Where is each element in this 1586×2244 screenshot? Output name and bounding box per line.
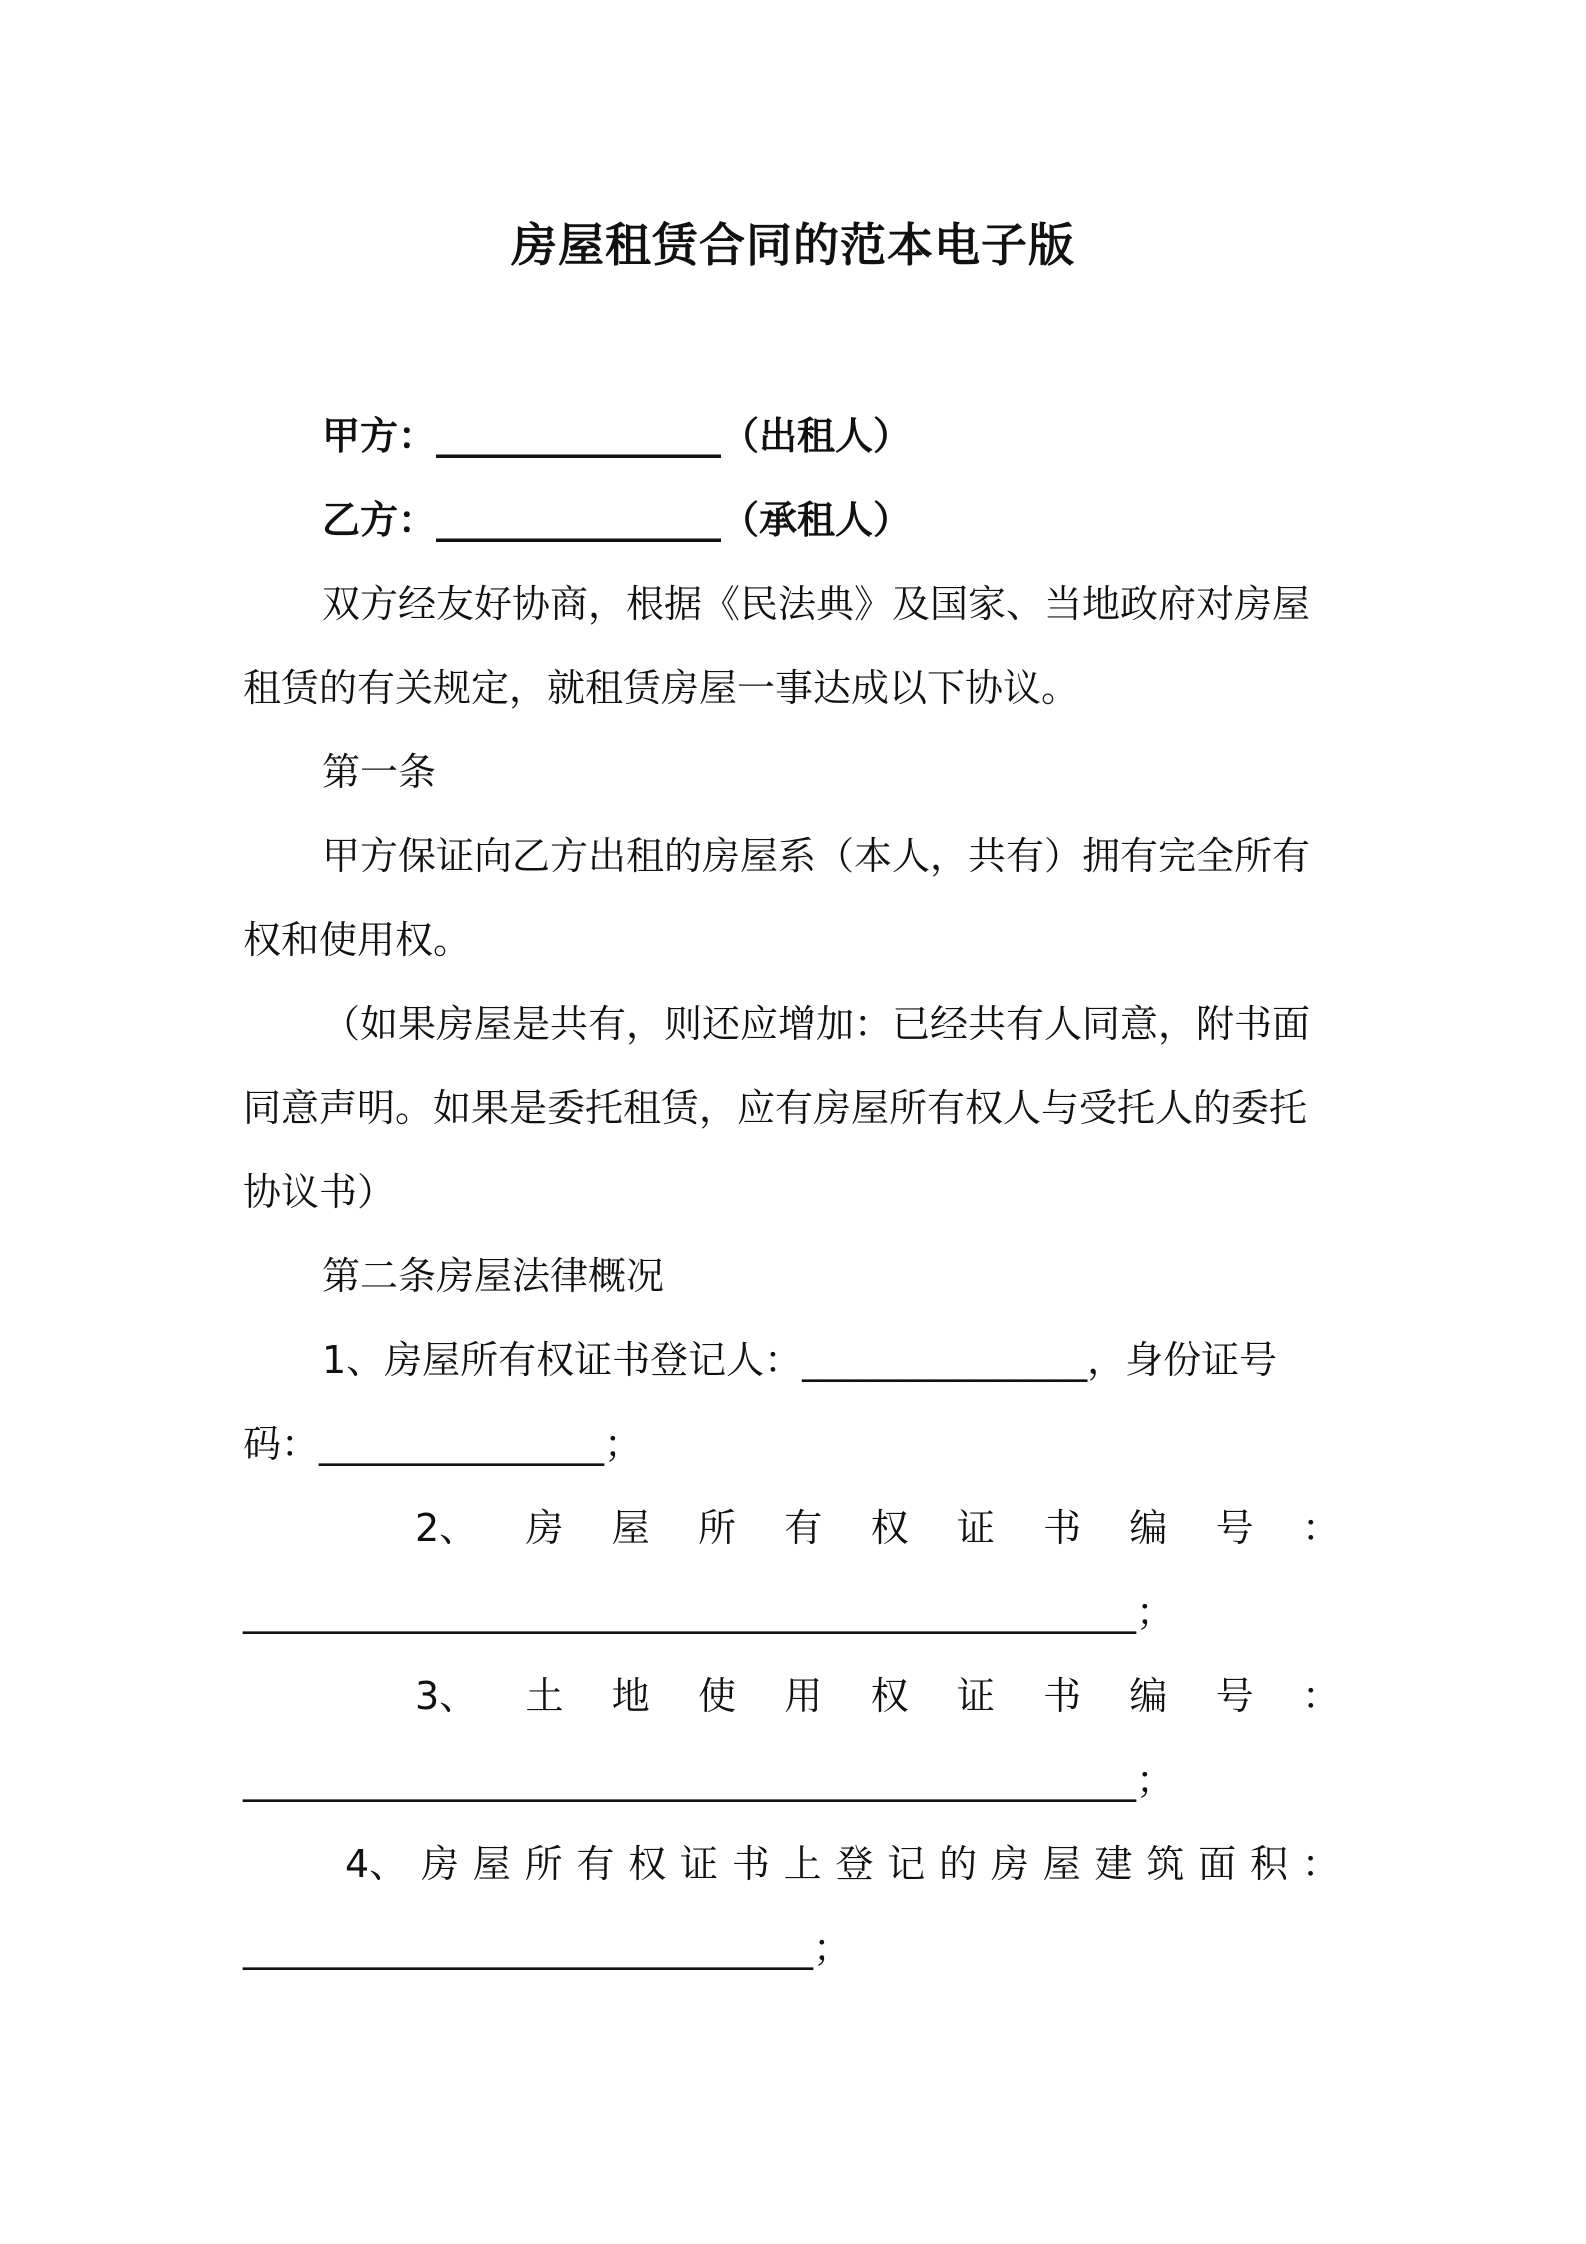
item-2-char: 有 — [784, 1506, 823, 1550]
item-2-char: 2、 — [415, 1506, 478, 1550]
note-line-1: （如果房屋是共有，则还应增加：已经共有人同意，附书面 — [322, 1002, 1311, 1046]
item-2-char: 房 — [525, 1506, 564, 1550]
item-4-char: 上 — [783, 1842, 822, 1886]
item-2-char: 号 — [1215, 1506, 1254, 1550]
item-2-char: 证 — [956, 1506, 995, 1550]
item-4-char: 建 — [1094, 1842, 1133, 1886]
item-4-char: 的 — [939, 1842, 978, 1886]
item-1-line-2: 码：_______________； — [243, 1422, 643, 1466]
item-3-char: 3、 — [415, 1674, 478, 1718]
item-4-char: ： — [1301, 1842, 1340, 1886]
note-line-3: 协议书） — [243, 1170, 396, 1214]
party-a-line: 甲方：_______________（出租人） — [322, 414, 912, 458]
item-2-char: 所 — [698, 1506, 737, 1550]
article-2-heading: 第二条房屋法律概况 — [322, 1254, 665, 1298]
item-4-char: 所 — [524, 1842, 563, 1886]
item-2-char: 编 — [1129, 1506, 1168, 1550]
item-3-char: 地 — [611, 1674, 650, 1718]
item-4-char: 权 — [628, 1842, 667, 1886]
document-title: 房屋租赁合同的范本电子版 — [511, 218, 1075, 272]
item-4-char: 证 — [680, 1842, 719, 1886]
article-1-heading: 第一条 — [322, 750, 437, 794]
item-1-line-1: 1、房屋所有权证书登记人：_______________，身份证号 — [322, 1338, 1278, 1382]
item-3-char: 使 — [698, 1674, 737, 1718]
item-4-char: 记 — [887, 1842, 926, 1886]
note-line-2: 同意声明。如果是委托租赁，应有房屋所有权人与受托人的委托 — [243, 1086, 1308, 1130]
item-3-char: 书 — [1043, 1674, 1082, 1718]
item-4-char: 屋 — [472, 1842, 511, 1886]
item-3-blank: _______________________________________________； — [243, 1758, 1175, 1802]
item-3-char: 编 — [1129, 1674, 1168, 1718]
item-4-char: 筑 — [1146, 1842, 1185, 1886]
item-3-char: ： — [1301, 1674, 1340, 1718]
item-4-char: 有 — [576, 1842, 615, 1886]
article-1-line-2: 权和使用权。 — [243, 918, 472, 962]
item-4-char: 房 — [420, 1842, 459, 1886]
party-b-line: 乙方：_______________（承租人） — [322, 498, 912, 542]
item-2-char: ： — [1301, 1506, 1340, 1550]
item-2-char: 权 — [870, 1506, 909, 1550]
item-4-char: 积 — [1249, 1842, 1288, 1886]
item-4-char: 面 — [1198, 1842, 1237, 1886]
item-2-char: 屋 — [611, 1506, 650, 1550]
item-4-char: 房 — [990, 1842, 1029, 1886]
item-4-label — [345, 1838, 1340, 1890]
article-1-line-1: 甲方保证向乙方出租的房屋系（本人，共有）拥有完全所有 — [322, 834, 1311, 878]
item-4-char: 屋 — [1042, 1842, 1081, 1886]
item-3-char: 证 — [956, 1674, 995, 1718]
item-2-label — [415, 1502, 1340, 1554]
item-4-char: 书 — [731, 1842, 770, 1886]
intro-line-2: 租赁的有关规定，就租赁房屋一事达成以下协议。 — [243, 666, 1080, 710]
item-4-char: 登 — [835, 1842, 874, 1886]
item-3-char: 用 — [784, 1674, 823, 1718]
item-2-char: 书 — [1043, 1506, 1082, 1550]
item-3-label — [415, 1670, 1340, 1722]
item-4-char: 4、 — [345, 1842, 408, 1886]
item-4-blank: ______________________________； — [243, 1926, 852, 1970]
item-2-blank: _______________________________________________； — [243, 1590, 1175, 1634]
item-3-char: 权 — [870, 1674, 909, 1718]
item-3-char: 号 — [1215, 1674, 1254, 1718]
item-3-char: 土 — [525, 1674, 564, 1718]
intro-line-1: 双方经友好协商，根据《民法典》及国家、当地政府对房屋 — [322, 582, 1311, 626]
